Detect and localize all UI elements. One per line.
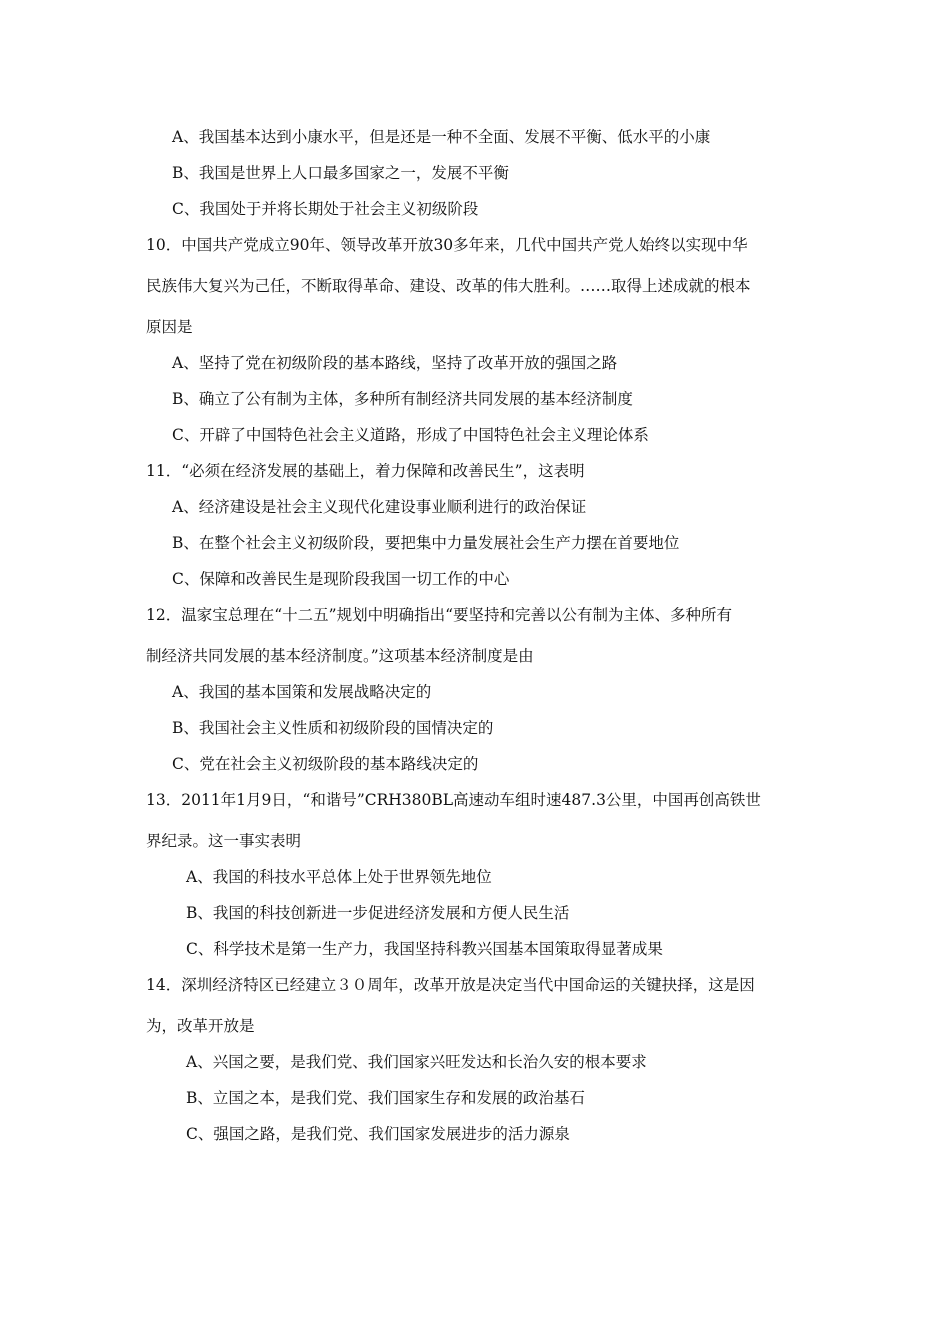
q14-option-b: B、立国之本，是我们党、我们国家生存和发展的政治基石 — [186, 1089, 585, 1107]
q12-stem-line-2: 制经济共同发展的基本经济制度。”这项基本经济制度是由 — [146, 647, 534, 665]
q9-option-b: B、我国是世界上人口最多国家之一，发展不平衡 — [172, 164, 509, 182]
q10-stem-line-1: 10．中国共产党成立90年、领导改革开放30多年来，几代中国共产党人始终以实现中华 — [146, 236, 748, 254]
q11-option-a: A、经济建设是社会主义现代化建设事业顺利进行的政治保证 — [172, 498, 587, 516]
q11-option-b: B、在整个社会主义初级阶段，要把集中力量发展社会生产力摆在首要地位 — [172, 534, 680, 552]
q10-option-c: C、开辟了中国特色社会主义道路，形成了中国特色社会主义理论体系 — [172, 426, 649, 444]
q10-stem-line-2: 民族伟大复兴为己任，不断取得革命、建设、改革的伟大胜利。……取得上述成就的根本 — [146, 277, 751, 295]
q14-option-a: A、兴国之要，是我们党、我们国家兴旺发达和长治久安的根本要求 — [186, 1053, 647, 1071]
q12-option-c: C、党在社会主义初级阶段的基本路线决定的 — [172, 755, 479, 773]
q10-stem-line-3: 原因是 — [146, 318, 193, 336]
q12-stem-line-1: 12．温家宝总理在“十二五”规划中明确指出“要坚持和完善以公有制为主体、多种所有 — [146, 606, 732, 624]
q12-option-b: B、我国社会主义性质和初级阶段的国情决定的 — [172, 719, 494, 737]
q12-option-a: A、我国的基本国策和发展战略决定的 — [172, 683, 432, 701]
q11-option-c: C、保障和改善民生是现阶段我国一切工作的中心 — [172, 570, 510, 588]
q9-option-c: C、我国处于并将长期处于社会主义初级阶段 — [172, 200, 479, 218]
q9-option-a: A、我国基本达到小康水平，但是还是一种不全面、发展不平衡、低水平的小康 — [172, 128, 711, 146]
q10-option-a: A、坚持了党在初级阶段的基本路线，坚持了改革开放的强国之路 — [172, 354, 618, 372]
q11-stem-line-1: 11．“必须在经济发展的基础上，着力保障和改善民生”，这表明 — [146, 462, 585, 480]
q14-stem-line-1: 14．深圳经济特区已经建立３０周年，改革开放是决定当代中国命运的关键抉择，这是因 — [146, 976, 755, 994]
q13-stem-line-2: 界纪录。这一事实表明 — [146, 832, 302, 850]
q13-option-a: A、我国的科技水平总体上处于世界领先地位 — [186, 868, 492, 886]
q13-option-c: C、科学技术是第一生产力，我国坚持科教兴国基本国策取得显著成果 — [186, 940, 663, 958]
q10-option-b: B、确立了公有制为主体，多种所有制经济共同发展的基本经济制度 — [172, 390, 633, 408]
q14-stem-line-2: 为，改革开放是 — [146, 1017, 255, 1035]
q13-option-b: B、我国的科技创新进一步促进经济发展和方便人民生活 — [186, 904, 570, 922]
q14-option-c: C、强国之路，是我们党、我们国家发展进步的活力源泉 — [186, 1125, 570, 1143]
q13-stem-line-1: 13．2011年1月9日，“和谐号”CRH380BL高速动车组时速487.3公里，中国再创高铁世 — [146, 791, 761, 809]
